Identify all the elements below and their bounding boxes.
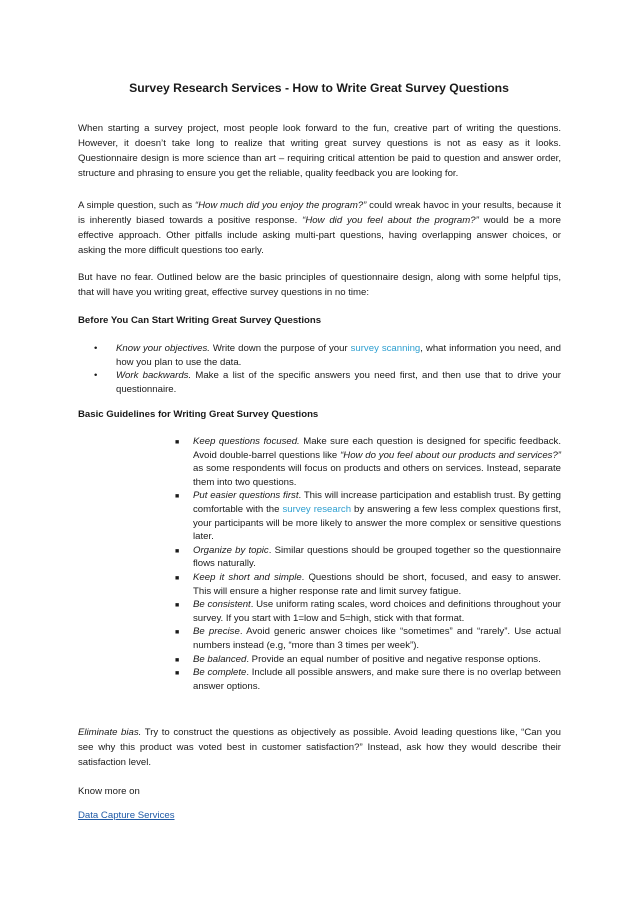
survey-research-link[interactable]: survey research bbox=[282, 503, 352, 515]
list-item: ■ Be precise. Avoid generic answer choices like “sometimes” and “rarely”. Use actual numbers instead (e.g, “more than 3 times per week”). bbox=[175, 626, 561, 651]
square-bullet-icon: ■ bbox=[175, 439, 180, 446]
objectives-list bbox=[78, 342, 561, 396]
square-bullet-icon: ■ bbox=[175, 656, 180, 664]
list-item: • Know your objectives. Write down the purpose of your survey scanning, what information you need, and how you plan to use the data. bbox=[94, 343, 562, 368]
square-bullet-icon: ■ bbox=[175, 493, 180, 501]
guidelines-list bbox=[175, 435, 561, 693]
list-item: ■ Be complete. Include all possible answers, and make sure there is no overlap between answer options. bbox=[175, 667, 562, 692]
list-item: ■ Be consistent. Use uniform rating scales, word choices and definitions throughout your survey. If you start with 1=low and 5=high, stick with that format. bbox=[175, 599, 561, 624]
section-heading-before: Before You Can Start Writing Great Survey Questions bbox=[78, 315, 322, 326]
list-item: ■ Keep questions focused. Make sure each question is designed for specific feedback. Avoid double-barrel questions like “How do you feel about our products and services?” as some respondents will focus on products and others on services. Instead, separate them into two questions. bbox=[175, 436, 562, 488]
list-item: ■ Put easier questions first. This will increase participation and establish trust. By getting comfortable with the survey research by answering a few less complex questions first, your participants will be more likely to answer the more complex or sensitive questions later. bbox=[175, 490, 561, 543]
know-more-text: Know more on bbox=[78, 786, 140, 797]
bullet-icon: • bbox=[94, 370, 98, 382]
section-heading-guidelines: Basic Guidelines for Writing Great Survey Questions bbox=[78, 409, 319, 420]
square-bullet-icon: ■ bbox=[175, 670, 180, 678]
square-bullet-icon: ■ bbox=[175, 629, 180, 637]
list-item: ■ Keep it short and simple. Questions should be short, focused, and easy to answer. This will ensure a higher response rate and limit survey fatigue. bbox=[175, 571, 561, 597]
simple-question-paragraph: A simple question, such as “How much did you enjoy the program?” could wreak havoc in your results, because it is inherently biased towards a positive response. “How did you feel about the program?” would be a more effective approach. Other pitfalls include asking multi-part questions, having overlapping answer choices, or asking the more difficult questions too early. bbox=[78, 200, 562, 257]
square-bullet-icon: ■ bbox=[175, 602, 180, 610]
bullet-icon: • bbox=[94, 343, 98, 354]
data-capture-services-link[interactable]: Data Capture Services bbox=[78, 810, 175, 821]
eliminate-bias-paragraph: Eliminate bias. Try to construct the questions as objectively as possible. Avoid leading questions like, “Can you see why this product was voted best in customer satisfaction?” Instead, ask how they would describe their satisfaction level. bbox=[78, 727, 562, 769]
square-bullet-icon: ■ bbox=[175, 574, 180, 582]
survey-scanning-link[interactable]: survey scanning bbox=[350, 343, 421, 354]
page-title: Survey Research Services - How to Write Great Survey Questions bbox=[129, 81, 509, 95]
list-item: ■ Be balanced. Provide an equal number of positive and negative response options. bbox=[175, 653, 561, 667]
square-bullet-icon: ■ bbox=[175, 547, 180, 555]
intro-paragraph: When starting a survey project, most people look forward to the fun, creative part of writing the questions. However, it doesn’t take long to realize that writing great survey questions is not as easy as it looks. Questionnaire design is more science than art – requiring critical attention be paid to question and answer order, structure and phrasing to ensure you get the reliable, quality feedback you are looking for. bbox=[78, 123, 561, 180]
no-fear-paragraph: But have no fear. Outlined below are the basic principles of questionnaire design, along with some helpful tips, that will have you writing great, effective survey questions in no time: bbox=[78, 272, 561, 299]
list-item: • Work backwards. Make a list of the specific answers you need first, and then use that to drive your questionnaire. bbox=[94, 370, 561, 395]
list-item: ■ Organize by topic. Similar questions should be grouped together so the questionnaire flows naturally. bbox=[175, 544, 562, 570]
